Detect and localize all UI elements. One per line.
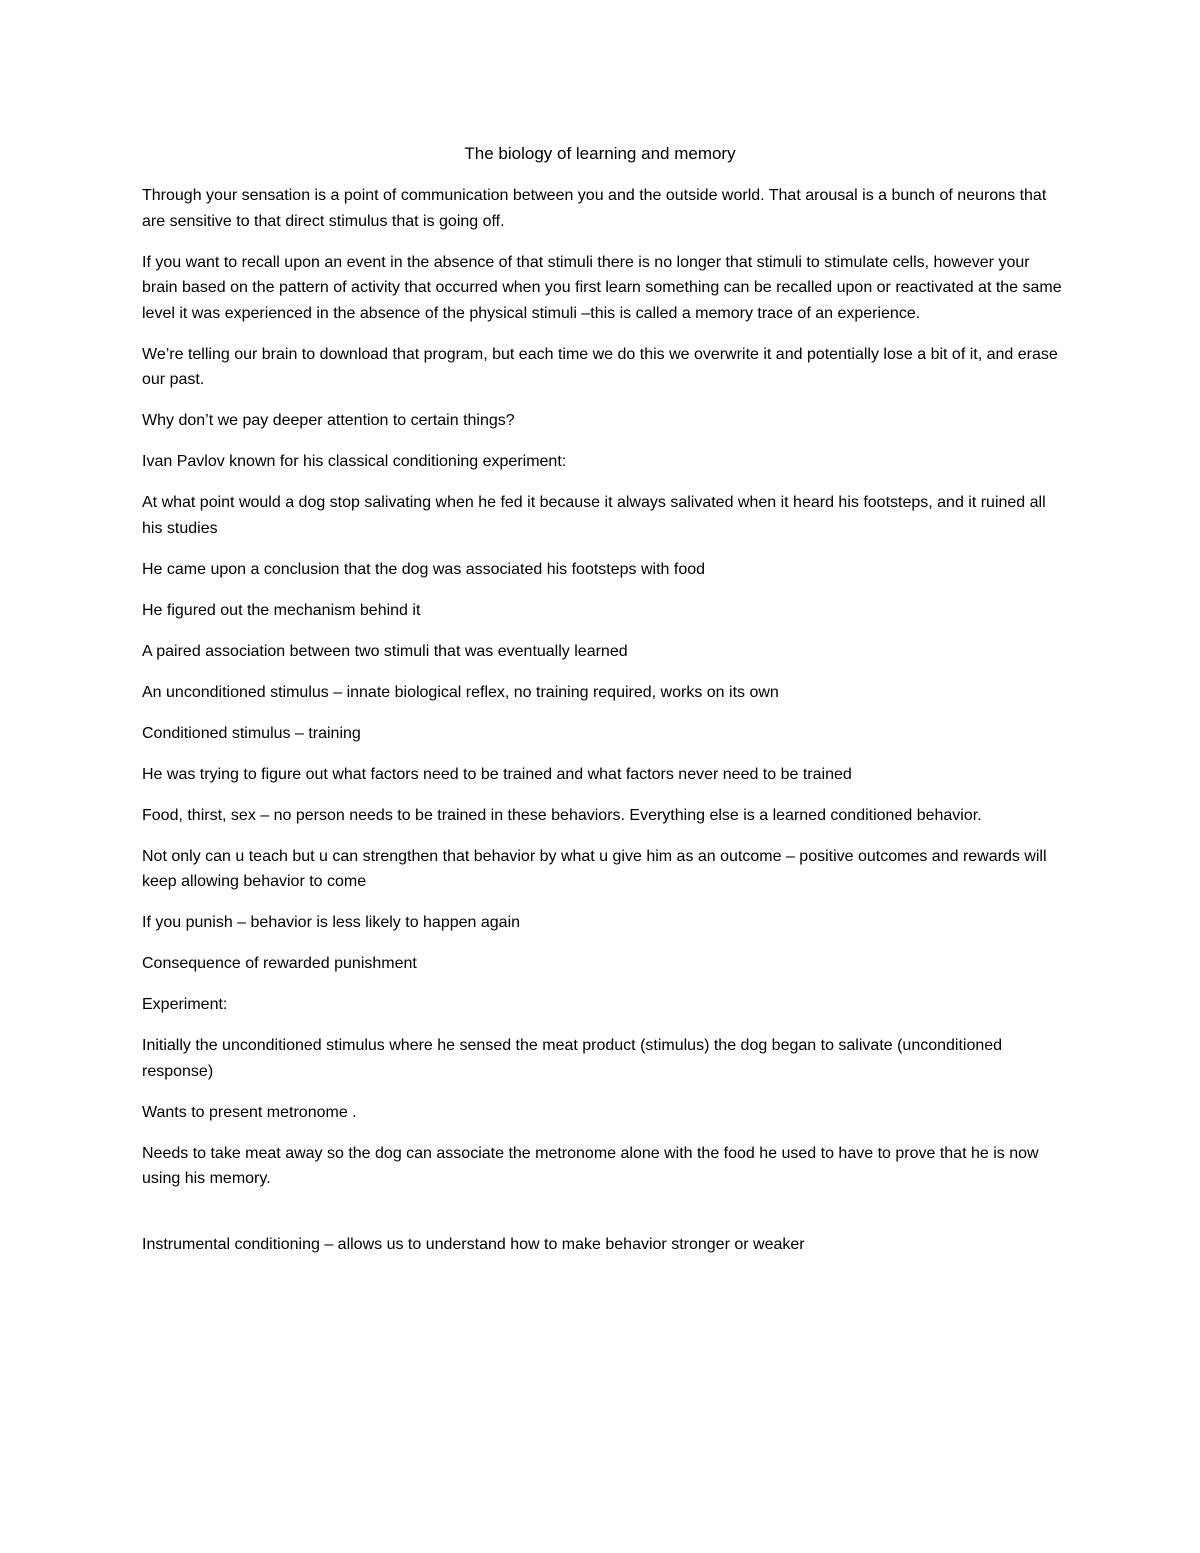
paragraph: He came upon a conclusion that the dog was associated his footsteps with food (142, 560, 706, 578)
paragraph: Experiment: (142, 996, 228, 1013)
paragraph: At what point would a dog stop salivating when he fed it because it always salivated when it heard his footsteps, and it ruined all his studies (142, 494, 1046, 537)
paragraph: Consequence of rewarded punishment (142, 955, 417, 972)
paragraph: Not only can u teach but u can strengthen that behavior by what u give him as an outcome – positive outcomes and rewards will keep allowing behavior to come (142, 847, 1047, 890)
paragraph: Ivan Pavlov known for his classical conditioning experiment: (142, 453, 567, 470)
paragraph: Through your sensation is a point of communication between you and the outside world. That arousal is a bunch of neurons that are sensitive to that direct stimulus that is going off. (142, 187, 1047, 230)
paragraph: He was trying to figure out what factors need to be trained and what factors never need to be trained (142, 765, 852, 783)
paragraph: Wants to present metronome . (142, 1103, 357, 1121)
paragraph: Why don’t we pay deeper attention to certain things? (142, 412, 515, 429)
paragraph: He figured out the mechanism behind it (142, 601, 421, 619)
paragraph: Conditioned stimulus – training (142, 724, 361, 742)
paragraph: If you punish – behavior is less likely to happen again (142, 914, 521, 931)
document-title: The biology of learning and memory (464, 144, 736, 163)
document-body (142, 183, 1067, 1273)
paragraph: We’re telling our brain to download that program, but each time we do this we overwrite it and potentially lose a bit of it, and erase our past. (142, 345, 1058, 388)
paragraph: If you want to recall upon an event in the absence of that stimuli there is no longer that stimuli to stimulate cells, however your brain based on the pattern of activity that occurred when you first learn something can be recalled upon or reactivated at the same level it was experienced in the absence of the physical stimuli –this is called a memory trace of an experience. (142, 253, 1062, 322)
paragraph: Instrumental conditioning – allows us to understand how to make behavior stronger or weaker (142, 1235, 805, 1253)
paragraph: An unconditioned stimulus – innate biological reflex, no training required, works on its own (142, 683, 779, 701)
paragraph: A paired association between two stimuli that was eventually learned (142, 642, 628, 660)
paragraph: Food, thirst, sex – no person needs to be trained in these behaviors. Everything else is a learned conditioned behavior. (142, 806, 982, 824)
paragraph: Initially the unconditioned stimulus where he sensed the meat product (stimulus) the dog began to salivate (unconditioned response) (142, 1037, 1003, 1080)
paragraph: Needs to take meat away so the dog can associate the metronome alone with the food he used to have to prove that he is now using his memory. (142, 1144, 1039, 1187)
